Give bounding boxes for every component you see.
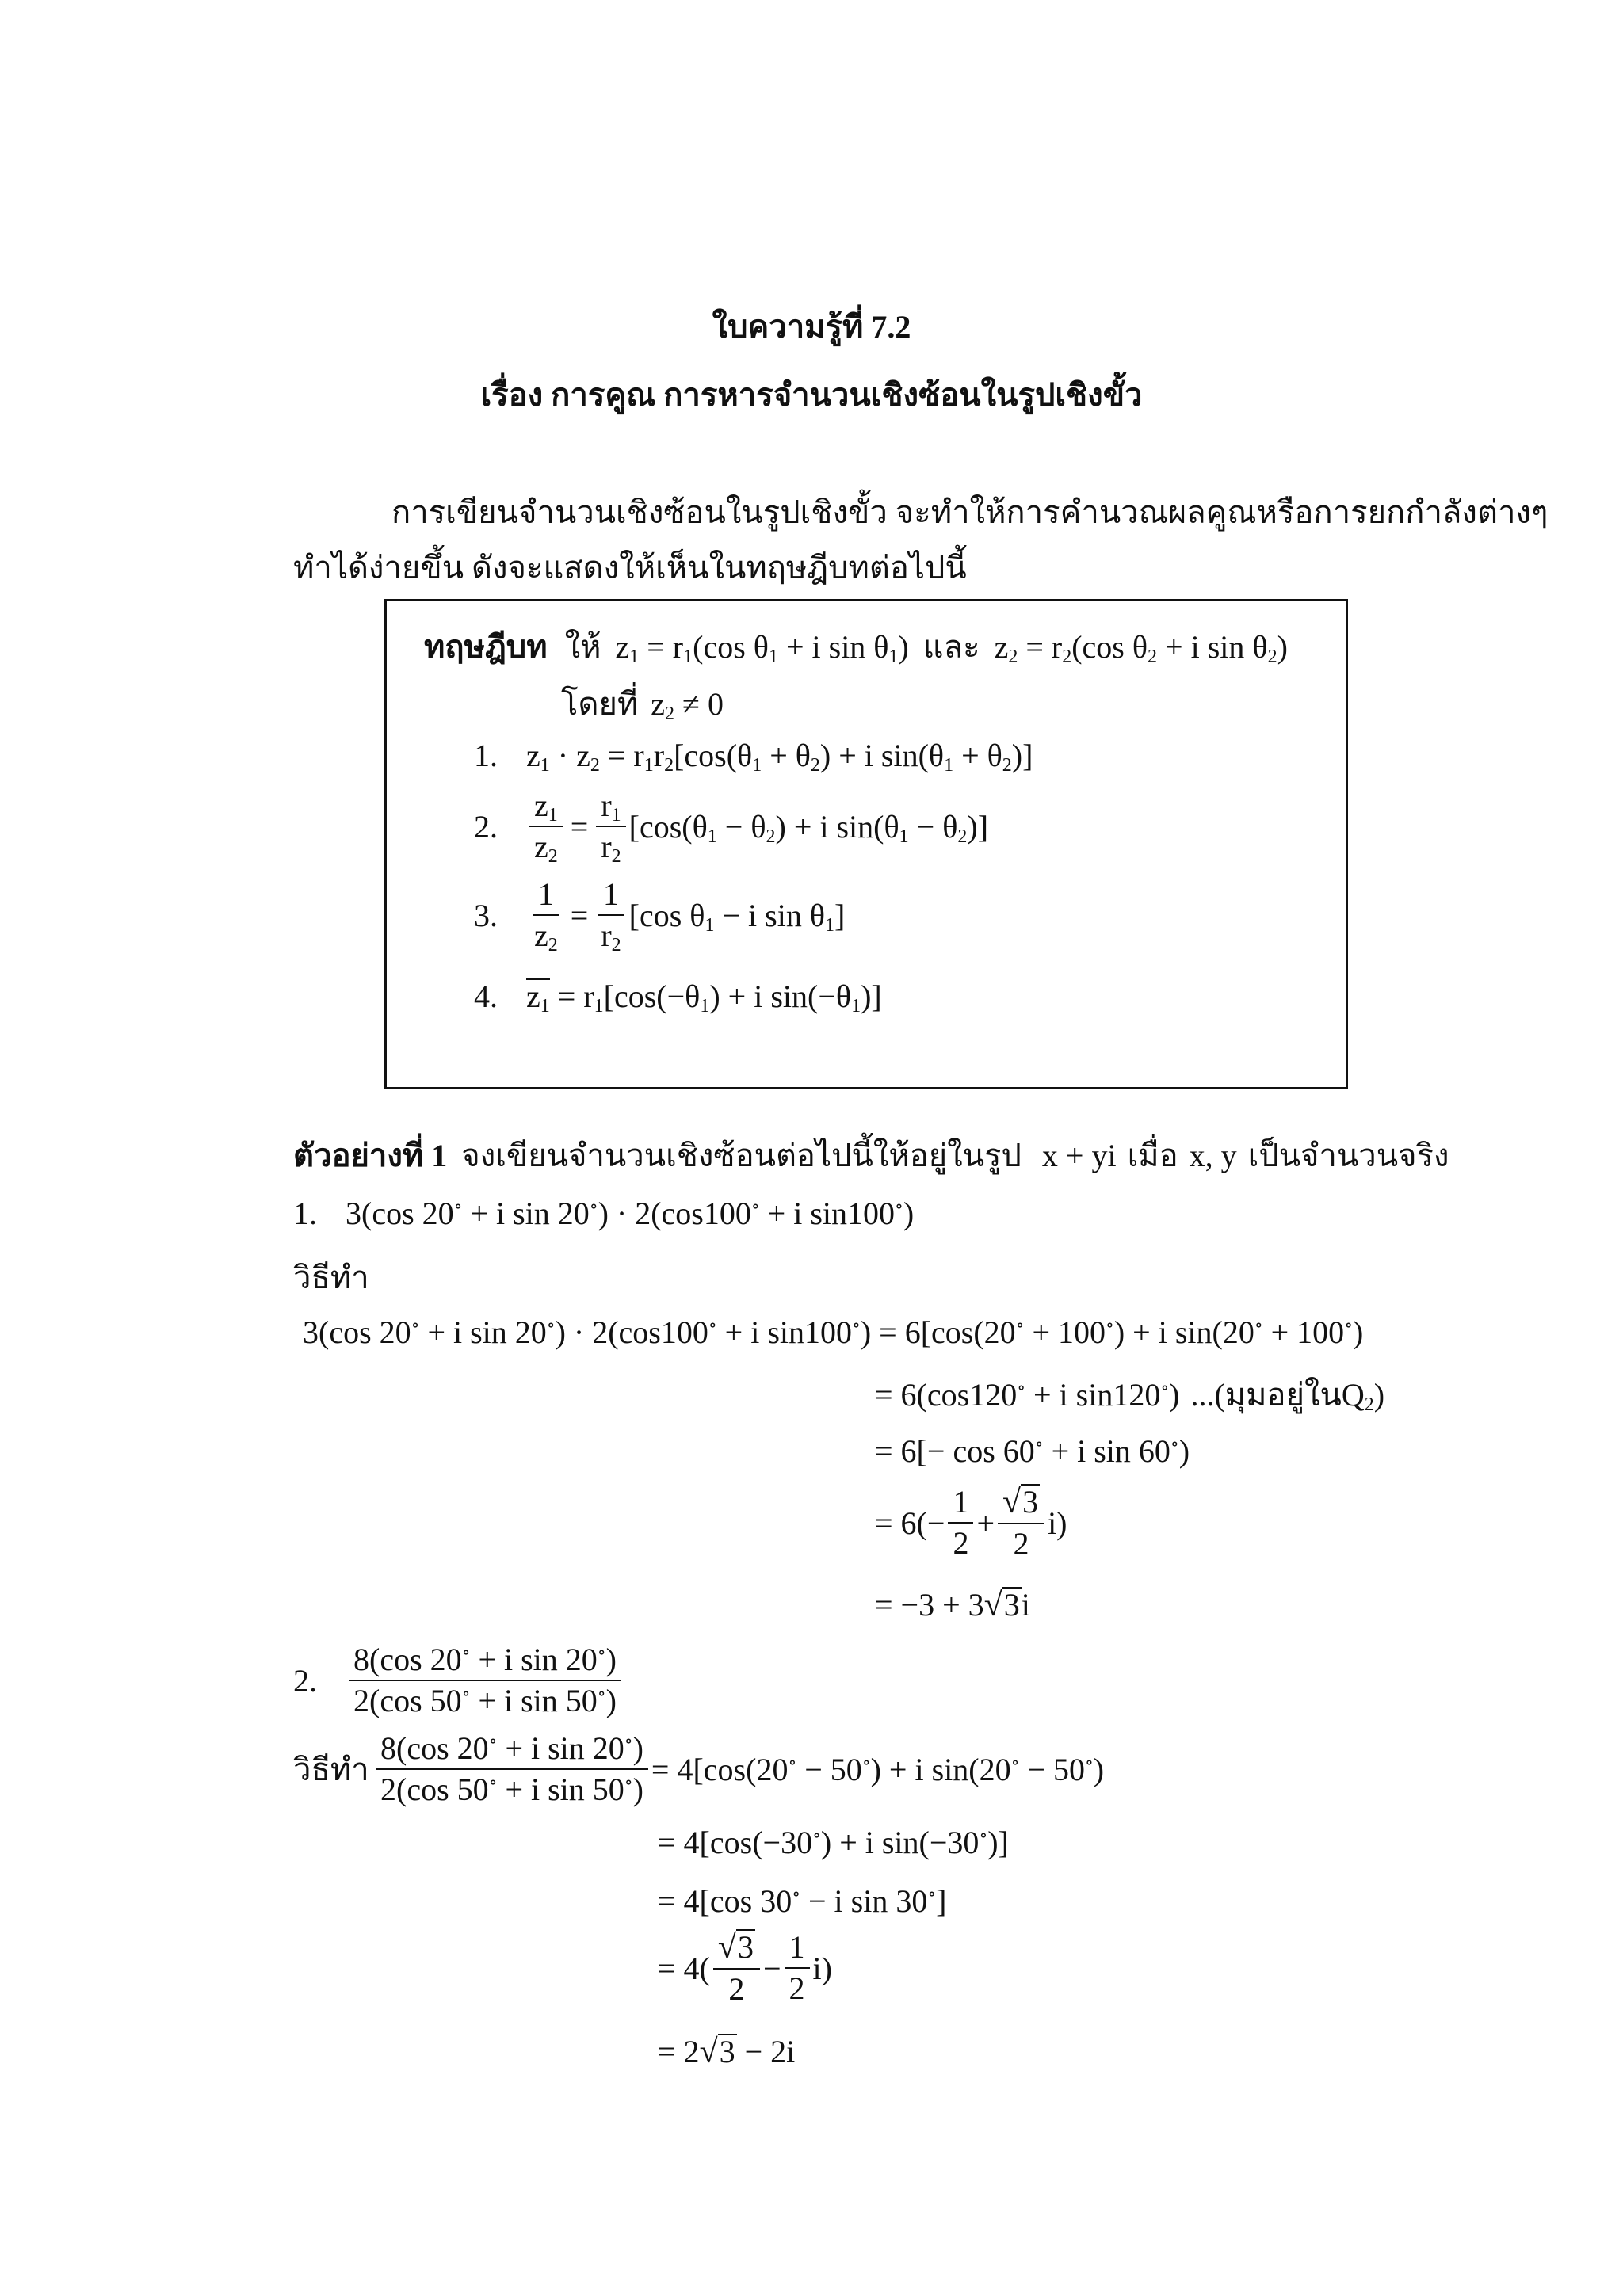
theorem-item-2-formula: [$\cos(\theta_1 - \theta_2) + i$ $\sin(\theta_1 - \theta_2)$] <box>628 808 989 847</box>
problem-1-step-4: = 6(− $\frac{1}{2}$ + $\frac{√3}{2}$ i) <box>875 1484 1067 1562</box>
theorem-item-1-number: 1. <box>474 738 498 773</box>
problem-1-step-1: 3(cos 20∘ + i sin 20∘) · 2(cos100∘ + i sin100∘) = 6[cos(20∘ + 100∘) + i sin(20∘ + 100∘) <box>303 1314 1364 1350</box>
theorem-z2-nonzero: $z_2 \ne 0$ <box>651 685 724 724</box>
example-1-instruction: จงเขียนจำนวนเชิงซ้อนต่อไปนี้ให้อยู่ในรูป <box>461 1138 1022 1173</box>
problem-1-number: 1. <box>293 1196 317 1231</box>
theorem-and: และ <box>922 629 980 665</box>
example-1-is-real: เป็นจำนวนจริง <box>1247 1138 1449 1173</box>
problem-2-step-4: = 4( $\frac{√3}{2}$ − $\frac{1}{2}$ i) <box>658 1929 832 2008</box>
problem-1-step-2 <box>875 1369 1384 1420</box>
problem-2-number: 2. <box>293 1662 317 1699</box>
theorem-z1-def: $z_1 = r_1(\cos$ $\theta_1 + i$ $\sin \theta_1$) <box>615 628 909 667</box>
example-1-form: x + yi <box>1041 1137 1117 1173</box>
frac-one-half: $\frac{1}{2}$ <box>948 1484 973 1562</box>
problem-1-result: = −3 + 3√3i <box>875 1587 1030 1623</box>
problem-1-solution-label: วิธีทำ <box>293 1260 369 1295</box>
theorem-item-4-number: 4. <box>474 978 498 1014</box>
theorem-item-3-lhs: $\frac{1}{z_2}$ <box>534 876 558 955</box>
example-1-when: เมื่อ <box>1127 1138 1178 1173</box>
theorem-item-4 <box>474 978 882 1015</box>
theorem-item-3-formula: [cos $\theta_1 - i$ $\sin \theta_1$] <box>628 897 846 936</box>
problem-2-result: = 2√3 − 2i <box>658 2034 796 2070</box>
theorem-item-1-formula: $z_1 \cdot z_2 = r_1r_2[\cos(\theta_1 + \theta_2) + i$ $\sin(\theta_1 + \theta_2)$] <box>526 738 1033 776</box>
theorem-label: ทฤษฎีบท <box>424 629 548 665</box>
theorem-item-2-number: 2. <box>474 808 498 845</box>
theorem-item-3-ratio: $\frac{1}{r_2}$ <box>596 876 625 954</box>
problem-2-expression: $\frac{8(\cos 20^\circ + i \sin 20^\circ)}{2(\cos 50^\circ + i \sin 50^\circ)}$ <box>349 1642 621 1719</box>
theorem-item-1 <box>474 737 1033 774</box>
theorem-item-3: 3. $\frac{1}{z_2}$ = $\frac{1}{r_2}$ [cos $\theta_1 - i$ $\sin \theta_1$] <box>474 876 846 955</box>
theorem-item-2: 2. $\frac{z_1}{z_2}$ = $\frac{r_1}{r_2}$ [$\cos(\theta_1 - \theta_2) + i$ $\sin(\theta_1 - \theta_2)$] <box>474 788 989 867</box>
problem-1 <box>293 1195 914 1232</box>
theorem-item-2-lhs: $\frac{z_1}{z_2}$ <box>529 788 563 865</box>
problem-2-step-1 <box>293 1730 1104 1808</box>
theorem-give: ให้ <box>564 629 601 665</box>
problem-2-solution-label: วิธีทำ <box>293 1752 369 1787</box>
theorem-condition <box>561 678 724 729</box>
theorem-where: โดยที่ <box>561 686 639 722</box>
frac-root3-half: $\frac{√3}{2}$ <box>998 1483 1044 1562</box>
problem-2-step-2: = 4[cos(−30∘) + i sin(−30∘)] <box>658 1825 1009 1860</box>
problem-1-step-3: = 6[− cos 60∘ + i sin 60∘) <box>875 1433 1190 1469</box>
theorem-item-3-number: 3. <box>474 897 498 933</box>
theorem-z2-def: $z_2 = r_2(\cos$ $\theta_2 + i$ $\sin \theta_2$) <box>994 628 1288 667</box>
problem-1-step-2-formula: = 6(cos120∘ + i sin120∘) <box>875 1376 1180 1413</box>
problem-1-expression: 3(cos 20∘ + i sin 20∘) · 2(cos100∘ + i sin100∘) <box>346 1196 915 1231</box>
problem-1-quadrant-note: ...(มุมอยู่ใน <box>1190 1377 1342 1413</box>
example-1-variables: x, y <box>1189 1137 1237 1173</box>
problem-2-step-1-fraction: $\frac{8(\cos 20^\circ + i \sin 20^\circ)}{2(\cos 50^\circ + i \sin 50^\circ)}$ <box>376 1730 648 1808</box>
problem-1-quadrant: $Q_2$) <box>1341 1376 1385 1415</box>
page-title: ใบความรู้ที่ 7.2 <box>712 309 911 345</box>
frac-root3-half-2: $\frac{√3}{2}$ <box>713 1928 760 2008</box>
example-1-heading <box>293 1130 1449 1180</box>
problem-2-step-3: = 4[cos 30∘ − i sin 30∘] <box>658 1883 947 1919</box>
intro-line-2: ทำได้ง่ายขึ้น ดังจะแสดงให้เห็นในทฤษฎีบทต่อไปนี้ <box>293 550 967 585</box>
problem-2 <box>293 1642 624 1719</box>
intro-line-1: การเขียนจำนวนเชิงซ้อนในรูปเชิงขั้ว จะทำให้การคำนวณผลคูณหรือการยกกำลังต่างๆ <box>391 494 1549 530</box>
example-1-label: ตัวอย่างที่ 1 <box>293 1138 448 1173</box>
page-subtitle: เรื่อง การคูณ การหารจำนวนเชิงซ้อนในรูปเชิงขั้ว <box>480 377 1143 413</box>
theorem-statement <box>424 621 1288 672</box>
frac-one-half-2: $\frac{1}{2}$ <box>785 1929 810 2007</box>
theorem-item-2-ratio: $\frac{r_1}{r_2}$ <box>596 788 625 865</box>
problem-2-step-1-rhs: = 4[cos(20∘ − 50∘) + i sin(20∘ − 50∘) <box>651 1751 1105 1787</box>
theorem-item-4-formula: $z_1 = r_1[\cos(-\theta_1) + i$ $\sin(-\theta_1)$] <box>526 978 882 1016</box>
